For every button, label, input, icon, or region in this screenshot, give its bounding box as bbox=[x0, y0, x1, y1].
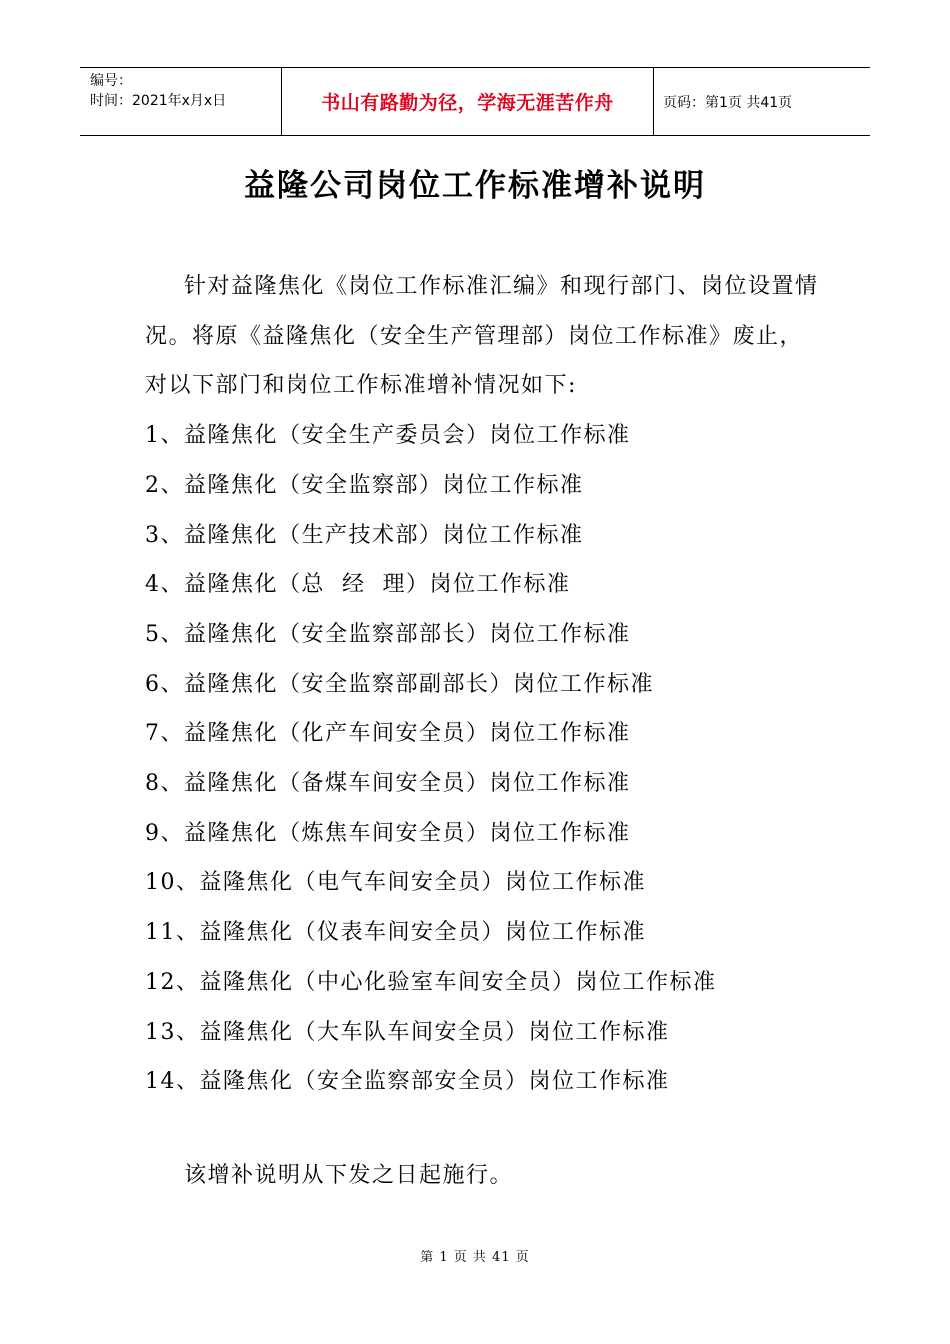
page-footer: 第 1 页 共 41 页 bbox=[420, 1250, 530, 1265]
document-body bbox=[145, 262, 825, 1107]
motto-text: 书山有路勤为径，学海无涯苦作舟 bbox=[321, 92, 614, 114]
document-title: 益隆公司岗位工作标准增补说明 bbox=[244, 168, 706, 204]
list-item: 8、益隆焦化（备煤车间安全员）岗位工作标准 bbox=[145, 771, 631, 797]
list-item: 12、益隆焦化（中心化验室车间安全员）岗位工作标准 bbox=[145, 969, 717, 995]
page-info-cell bbox=[654, 68, 870, 135]
number-label: 编号： bbox=[90, 73, 132, 89]
header-table bbox=[80, 67, 870, 136]
standards-list bbox=[145, 411, 825, 1107]
list-item: 2、益隆焦化（安全监察部）岗位工作标准 bbox=[145, 472, 584, 498]
list-item: 9、益隆焦化（炼焦车间安全员）岗位工作标准 bbox=[145, 820, 631, 846]
list-item: 4、益隆焦化（总 经 理）岗位工作标准 bbox=[145, 572, 571, 598]
list-item: 6、益隆焦化（安全监察部副部长）岗位工作标准 bbox=[145, 671, 654, 697]
motto-cell bbox=[281, 68, 654, 135]
list-item: 11、益隆焦化（仪表车间安全员）岗位工作标准 bbox=[145, 920, 646, 946]
header-meta-cell bbox=[80, 68, 281, 135]
list-item: 5、益隆焦化（安全监察部部长）岗位工作标准 bbox=[145, 621, 631, 647]
list-item: 3、益隆焦化（生产技术部）岗位工作标准 bbox=[145, 522, 584, 548]
list-item: 7、益隆焦化（化产车间安全员）岗位工作标准 bbox=[145, 721, 631, 747]
time-label: 时间：2021年x月x日 bbox=[90, 93, 227, 109]
list-item: 13、益隆焦化（大车队车间安全员）岗位工作标准 bbox=[145, 1019, 670, 1045]
intro-paragraph: 针对益隆焦化《岗位工作标准汇编》和现行部门、岗位设置情况。将原《益隆焦化（安全生产管理部）岗位工作标准》废止，对以下部门和岗位工作标准增补情况如下: bbox=[145, 274, 819, 399]
list-item: 10、益隆焦化（电气车间安全员）岗位工作标准 bbox=[145, 870, 646, 896]
page-info-text: 页码：第1页 共41页 bbox=[663, 94, 793, 111]
list-item: 1、益隆焦化（安全生产委员会）岗位工作标准 bbox=[145, 423, 631, 449]
closing-statement: 该增补说明从下发之日起施行。 bbox=[184, 1163, 514, 1188]
list-item: 14、益隆焦化（安全监察部安全员）岗位工作标准 bbox=[145, 1069, 670, 1095]
